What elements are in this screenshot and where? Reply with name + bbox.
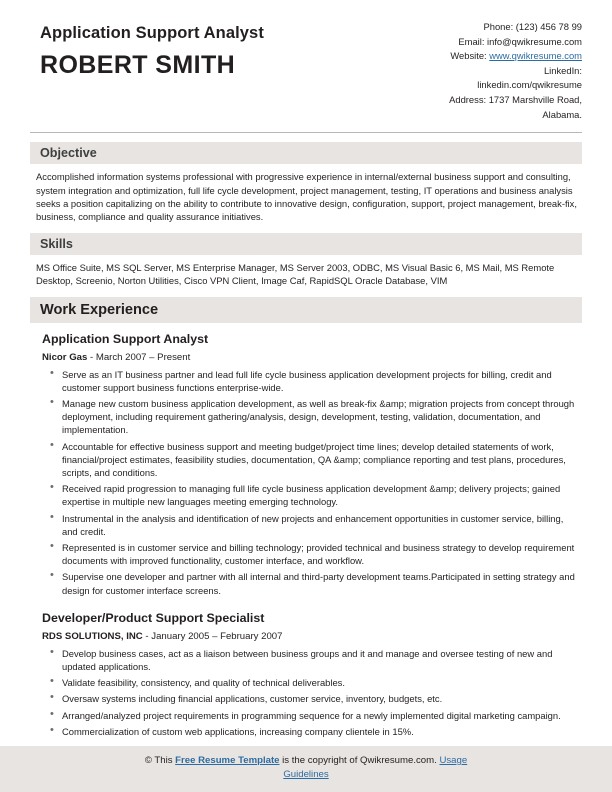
page-footer xyxy=(0,746,612,792)
job-meta xyxy=(42,631,578,642)
job-company: RDS SOLUTIONS, INC xyxy=(42,630,143,642)
list-item: • Instrumental in the analysis and identification of new projects and enhancement opportunities in customer service, billing, and credit. xyxy=(50,512,578,538)
footer-template-link[interactable]: Free Resume Template xyxy=(175,755,280,766)
header-contact-block xyxy=(367,18,582,122)
job-bullet-list xyxy=(36,647,578,738)
list-item: • Serve as an IT business partner and lead full life cycle business application development projects for billing, credit and customer support business functions enterprise-wide. xyxy=(50,368,578,394)
job-dates: - January 2005 – February 2007 xyxy=(142,630,283,642)
list-item: • Develop business cases, act as a liaison between business groups and it and manage and oversee testing of new and updated applications. xyxy=(50,647,578,673)
contact-website-link[interactable]: www.qwikresume.com xyxy=(489,50,582,62)
footer-usage-link[interactable]: Usage xyxy=(439,755,468,766)
contact-address-line2: Alabama. xyxy=(542,108,582,120)
job-dates: - March 2007 – Present xyxy=(87,351,191,363)
contact-address: Address: 1737 Marshville Road, xyxy=(449,93,582,105)
job-bullet-list xyxy=(36,368,578,597)
section-header-work-experience: Work Experience xyxy=(30,297,582,323)
footer-copyright-middle: is the copyright of Qwikresume.com. xyxy=(279,755,440,766)
list-item: • Supervise one developer and partner with all internal and third-party development teams.Participated in setting strategy and design for customer interface screens. xyxy=(50,570,578,596)
header-divider xyxy=(30,132,582,133)
contact-website xyxy=(367,49,582,64)
list-item: • Represented is in customer service and billing technology; provided technical and business strategy to develop requirement documents with improved functionality, customer interface, and workflow. xyxy=(50,541,578,567)
contact-email: Email: info@qwikresume.com xyxy=(458,35,582,47)
resume-header xyxy=(30,18,582,128)
job-entry xyxy=(30,332,582,597)
list-item: • Manage new custom business application development, as well as break-fix &amp; migration projects from concept through deployment, including requirement gathering/analysis, design, development, testing, validation, documentation, and implementation. xyxy=(50,397,578,437)
footer-copyright-prefix: © This xyxy=(144,755,176,766)
contact-phone: Phone: (123) 456 78 99 xyxy=(483,21,582,32)
list-item: • Commercialization of custom web applications, increasing company clientele in 15%. xyxy=(50,725,578,738)
footer-usage-link-2[interactable]: Guidelines xyxy=(283,769,329,780)
list-item: • Accountable for effective business support and meeting budget/project time lines; develop detailed statements of work, financial/project estimates, feasibility studies, documentation, QA &amp; compliance reporting and test plans, procedures, scripts, and conditions. xyxy=(50,440,578,480)
header-identity xyxy=(30,18,360,80)
skills-text: MS Office Suite, MS SQL Server, MS Enterprise Manager, MS Server 2003, ODBC, MS Visual Basic 6, MS Mail, MS Remote Desktop, Screenio, Norton Utilities, Cisco VPN Client, Image Caf, RapidSQL Oracle Database, VIM xyxy=(36,261,555,287)
job-company: Nicor Gas xyxy=(42,351,88,363)
footer-line-1 xyxy=(0,754,612,768)
job-meta xyxy=(42,352,578,363)
contact-linkedin-label: LinkedIn: xyxy=(543,64,582,76)
header-job-title: Application Support Analyst xyxy=(40,24,264,42)
section-header-objective: Objective xyxy=(30,142,582,164)
contact-website-label: Website: xyxy=(450,50,490,62)
job-role: Developer/Product Support Specialist xyxy=(42,610,265,625)
list-item: • Received rapid progression to managing full life cycle business application development &amp; delivery projects; gained expertise in multiple new languages meeting emerging technology. xyxy=(50,482,578,508)
list-item: • Oversaw systems including financial applications, customer service, inventory, budgets, etc. xyxy=(50,692,578,705)
job-entry xyxy=(30,611,582,738)
footer-line-2 xyxy=(0,768,612,782)
section-header-skills: Skills xyxy=(30,233,582,255)
list-item: • Validate feasibility, consistency, and quality of technical deliverables. xyxy=(50,676,578,689)
job-role: Application Support Analyst xyxy=(42,331,209,346)
list-item: • Arranged/analyzed project requirements in programming sequence for a newly implemented digital marketing campaign. xyxy=(50,709,578,722)
contact-linkedin-value: linkedin.com/qwikresume xyxy=(477,79,582,91)
objective-text: Accomplished information systems professional with progressive experience in internal/external business support and consulting, system integration and optimization, full life cycle development, project management, testing, IT operations and business analysis seeks a position capitalizing on the ability to contribute to innovative design, configuration, support, project management, break-fix, business, compliance and quality assurance initiatives. xyxy=(36,171,577,223)
header-person-name: ROBERT SMITH xyxy=(40,51,236,79)
